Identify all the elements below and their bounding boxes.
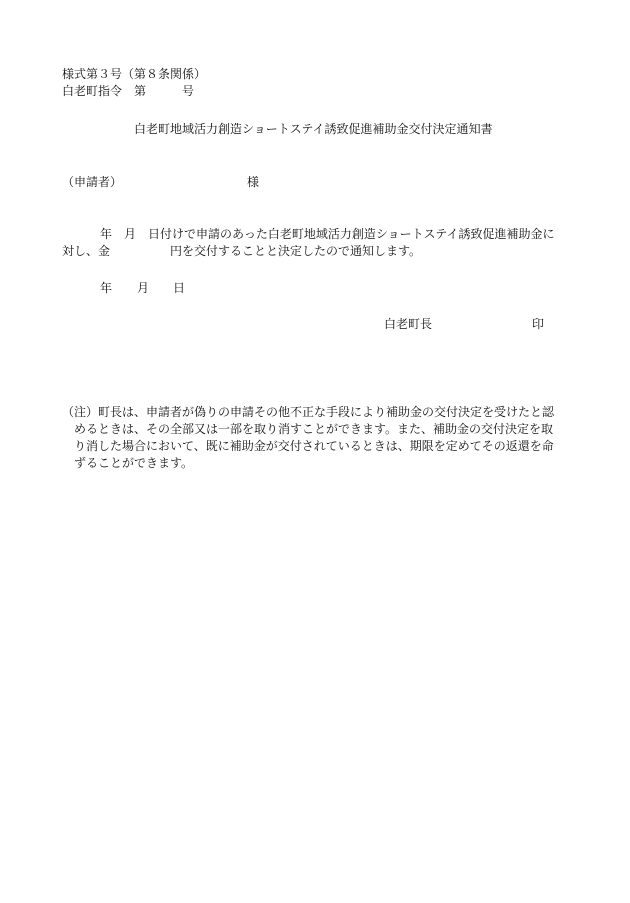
mayor-title: 白老町長 xyxy=(384,317,433,331)
seal-mark: 印 xyxy=(532,317,545,331)
honorific: 様 xyxy=(247,175,260,189)
date-month: 月 xyxy=(137,281,150,295)
note-line-3: り消した場合において、既に補助金が交付されているときは、期限を定めてその返還を命 xyxy=(74,439,554,453)
body-line-1: 年 月 日付けで申請のあった白老町地域活力創造ショートステイ誘致促進補助金に xyxy=(100,227,555,241)
applicant-label: （申請者） xyxy=(62,175,123,189)
note-line-2: めるときは、その全部又は一部を取り消すことができます。また、補助金の交付決定を取 xyxy=(74,422,554,436)
date-year: 年 xyxy=(100,281,113,295)
note-line-4: ずることができます。 xyxy=(74,456,194,470)
form-number: 様式第３号（第８条関係） xyxy=(62,67,207,81)
document-title: 白老町地域活力創造ショートステイ誘致促進補助金交付決定通知書 xyxy=(134,122,493,136)
note-line-1: （注）町長は、申請者が偽りの申請その他不正な手段により補助金の交付決定を受けたと認 xyxy=(62,405,555,419)
body-line-2: 対し、金 円を交付することと決定したので通知します。 xyxy=(62,244,422,258)
date-day: 日 xyxy=(173,281,186,295)
directive-number: 白老町指令 第 号 xyxy=(62,84,195,98)
